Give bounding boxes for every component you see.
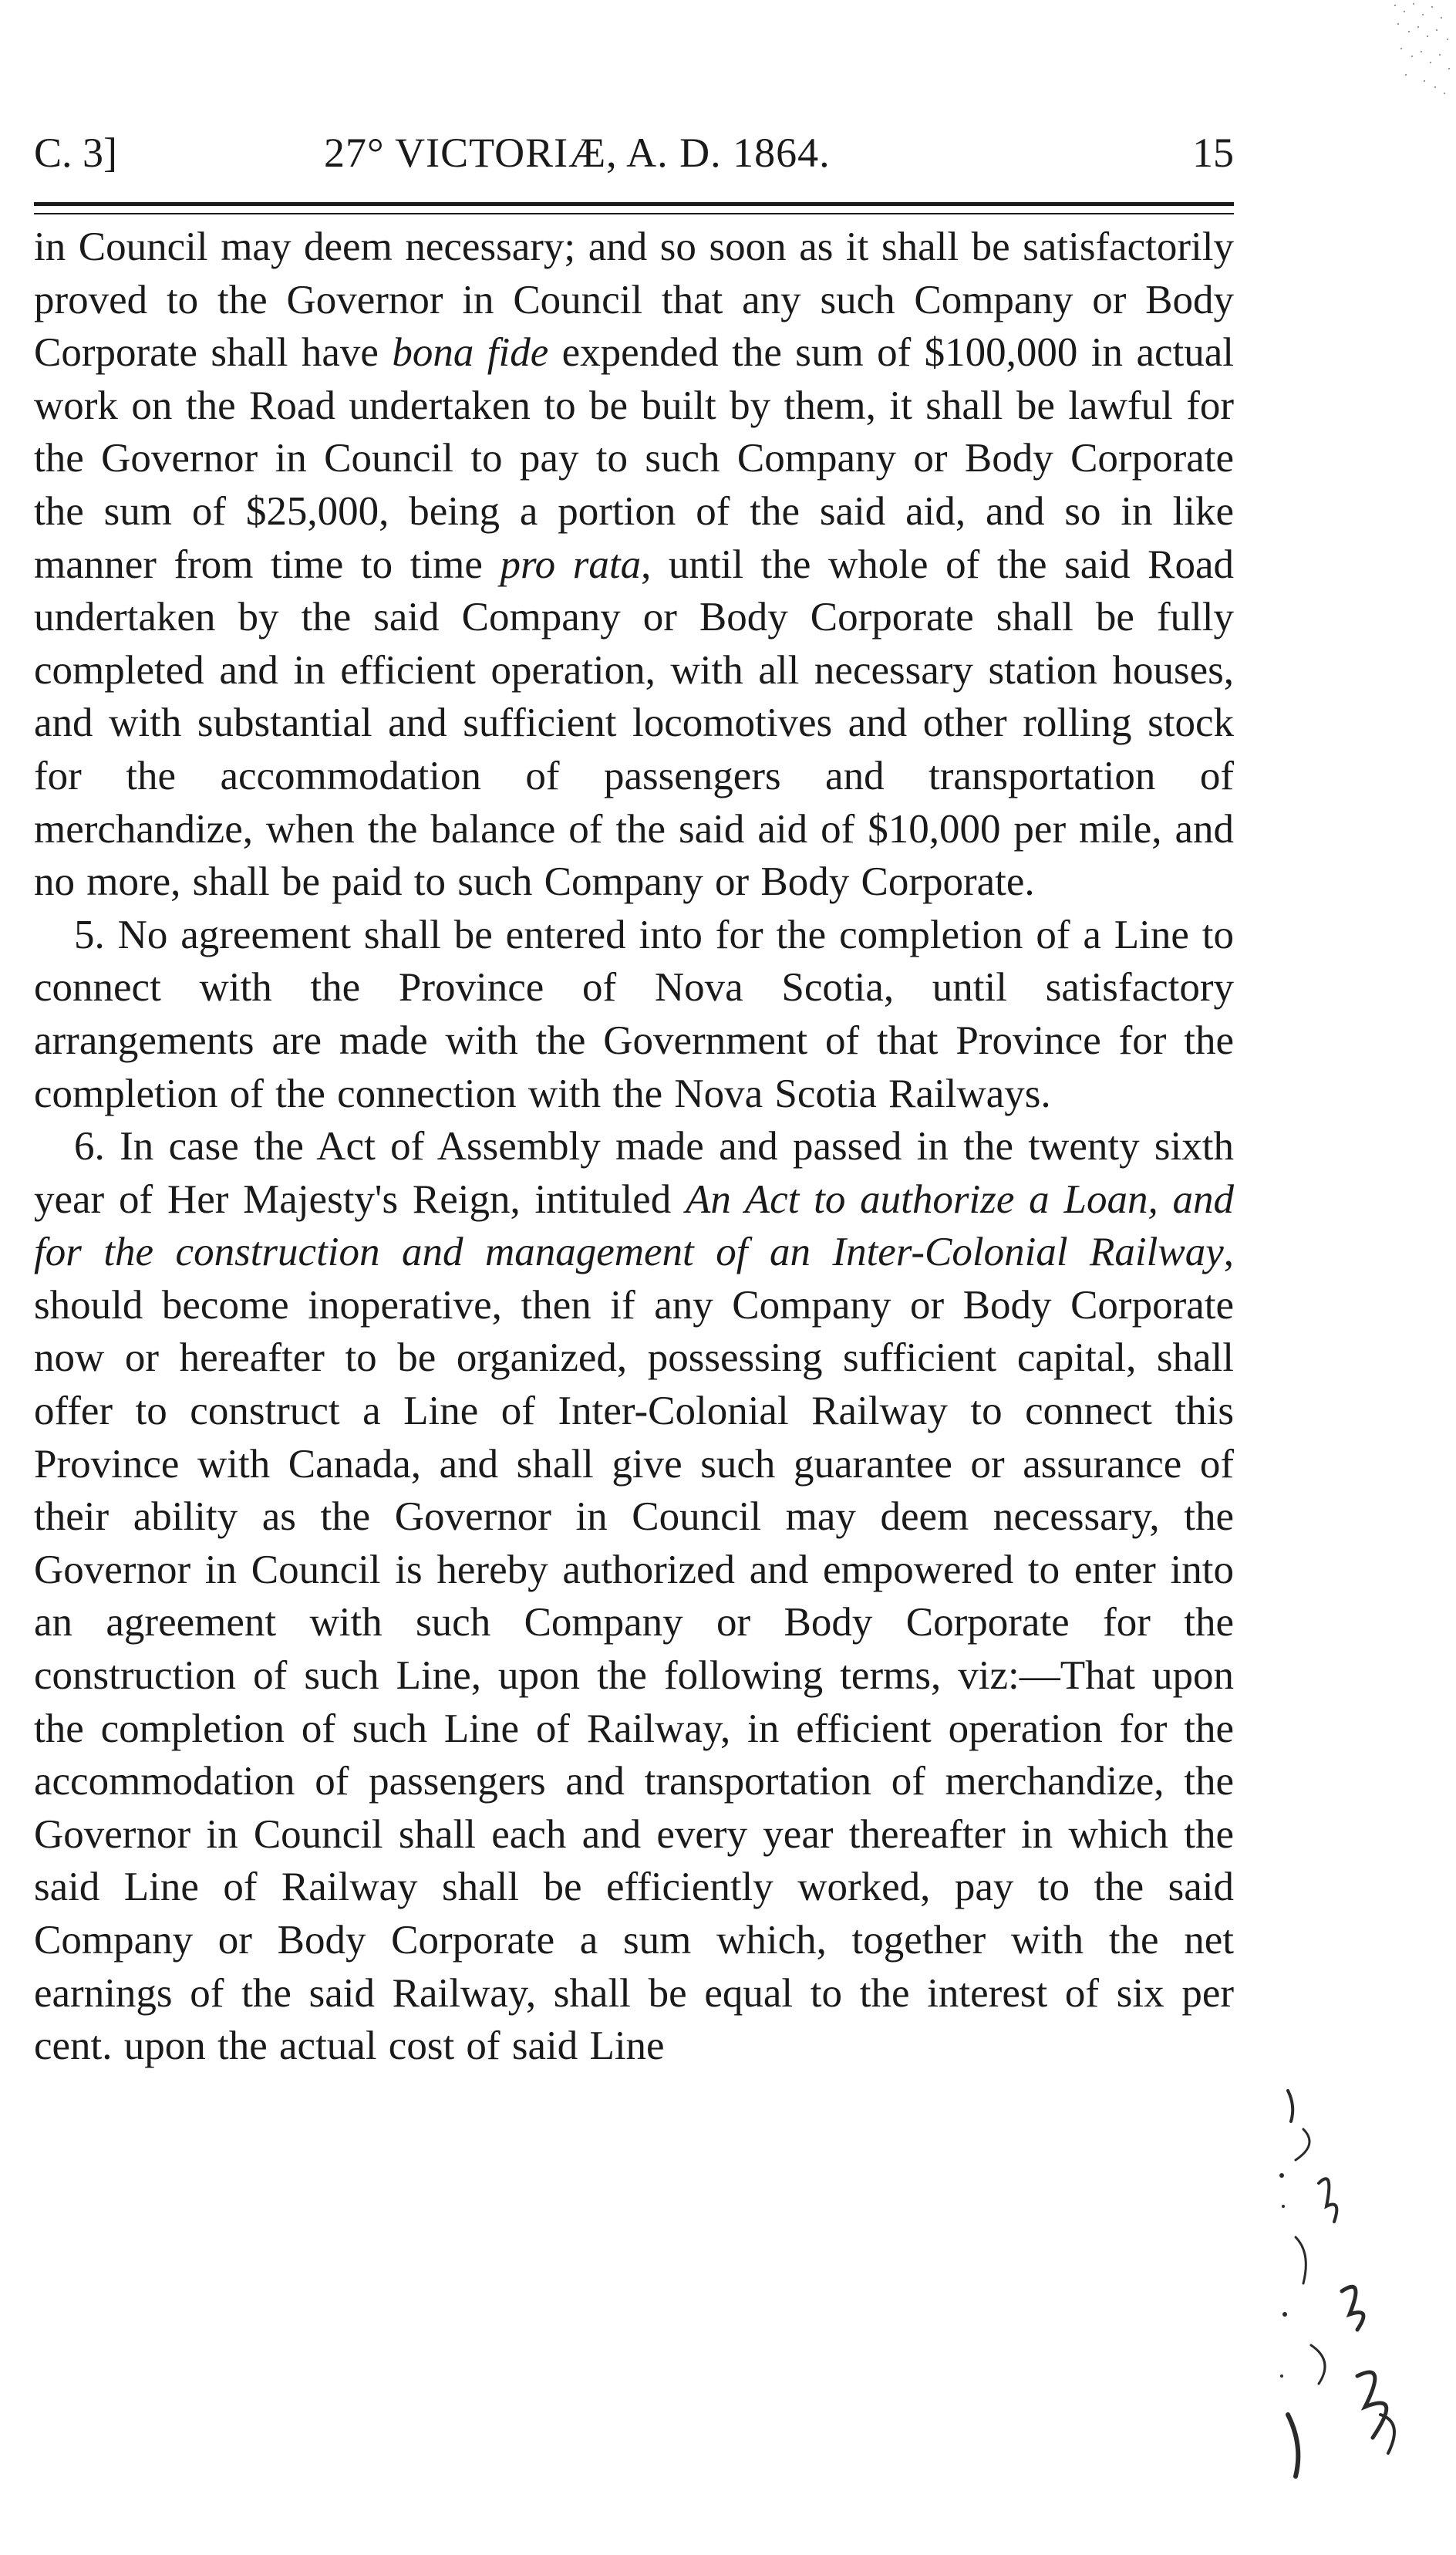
scan-specks bbox=[1387, 0, 1456, 100]
italic-term-bona-fide: bona fide bbox=[392, 330, 549, 376]
paragraph-continuation bbox=[34, 221, 1234, 909]
running-head bbox=[34, 122, 1234, 184]
section-6 bbox=[34, 1120, 1234, 2073]
text-run: in Council may deem necessary; and so soon as it shall be satisfactorily proved to the Governor in Council that any such Company or Body Corporate shall have bbox=[34, 224, 1234, 376]
text-run: expended the sum of $100,000 in actual work on the Road undertaken to be built by them, it shall be lawful for the Governor in Council to pay to such Company or Body Corporate the sum of $25,000, being a portion of the said aid, and so in like manner from time to time bbox=[34, 330, 1234, 587]
italic-term-pro-rata: pro rata bbox=[500, 542, 642, 587]
header-rule-thick bbox=[34, 202, 1234, 206]
text-run: , should become inoperative, then if any Company or Body Corporate now or hereafter to be organized, possessing sufficient capital, shall offer to construct a Line of Inter-Colonial Railway to connect this Province with Canada, and shall give such guarantee or assurance of their ability as the Governor in Council may deem necessary, the Governor in Council is hereby authorized and empowered to enter into an agreement with such Company or Body Corporate for the construction of such Line, upon the following terms, viz:—That upon the completion of such Line of Railway, in efficient operation for the accommodation of passengers and transportation of merchandize, the Governor in Council shall each and every year thereafter in which the said Line of Railway shall be efficiently worked, pay to the said Company or Body Corporate a sum which, together with the net earnings of the said Railway, shall be equal to the interest of six per cent. upon the actual cost of said Line bbox=[34, 1230, 1234, 2069]
italic-act-title: An Act to authorize a Loan, and for the construction and management of an Inter-Colonial Railway bbox=[34, 1176, 1234, 1275]
text-run: 6. In case the Act of Assembly made and passed in the twenty sixth year of Her Majesty's Reign, intituled bbox=[34, 1124, 1234, 1222]
chapter-reference: C. 3] bbox=[34, 130, 117, 176]
statute-body bbox=[34, 221, 1234, 2073]
section-5: 5. No agreement shall be entered into for the completion of a Line to connect with the Province of Nova Scotia, until satisfactory arrangements are made with the Government of that Province for the completion of the connection with the Nova Scotia Railways. bbox=[34, 912, 1234, 1116]
text-run: , until the whole of the said Road undertaken by the said Company or Body Corporate shall be fully completed and in efficient operation, with all necessary station houses, and with substantial and sufficient locomotives and other rolling stock for the accommodation of passengers and transportation of merchandize, when the balance of the said aid of $10,000 per mile, and no more, shall be paid to such Company or Body Corporate. bbox=[34, 542, 1234, 905]
header-rule-thin bbox=[34, 213, 1234, 214]
handwritten-margin-mark bbox=[1272, 2083, 1411, 2484]
statute-title: 27° VICTORIÆ, A. D. 1864. bbox=[324, 130, 831, 176]
page-number: 15 bbox=[1192, 130, 1234, 176]
